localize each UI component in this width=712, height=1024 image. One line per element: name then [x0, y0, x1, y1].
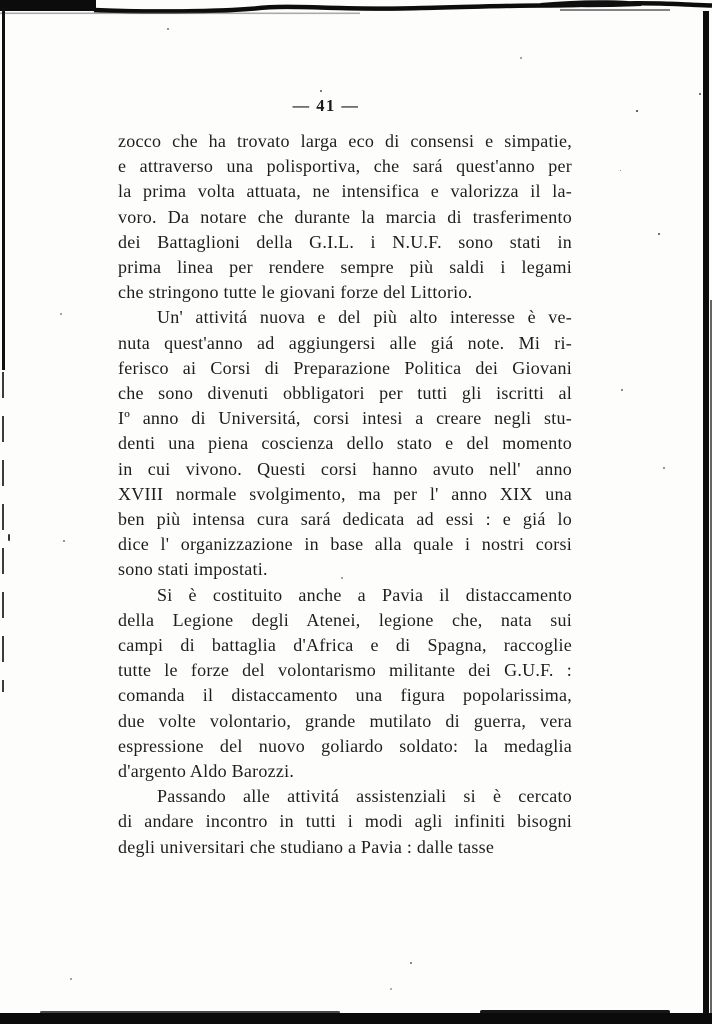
text-line: Si è costituito anche a Pavia il distaccamento [157, 584, 572, 605]
paragraph [118, 583, 572, 785]
text-line: ferisco ai Corsi di Preparazione Politica dei Giovani [118, 357, 572, 378]
text-line: dice l' organizzazione in base alla quale i nostri corsi [118, 534, 572, 555]
text-line: Un' attivitá nuova e del più alto interesse è ve- [157, 307, 572, 328]
text-line: tutte le forze del volontarismo militante dei G.U.F. : [118, 660, 572, 681]
text-line: denti una piena coscienza dello stato e del momento [118, 433, 572, 454]
scan-edge-left [2, 8, 5, 370]
text-line: zocco che ha trovato larga eco di consensi e simpatie, [118, 131, 572, 151]
text-line: di andare incontro in tutti i modi agli infiniti bisogni [118, 811, 572, 832]
text-line: in cui vivono. Questi corsi hanno avuto nell' anno [118, 458, 572, 479]
text-line: della Legione degli Atenei, legione che, nata sui [118, 609, 572, 630]
paragraph [118, 129, 572, 305]
text-line: la prima volta attuata, ne intensifica e valorizza il la- [118, 181, 572, 202]
text-line: prima linea per rendere sempre più saldi i legami [118, 257, 572, 278]
text-line: degli universitari che studiano a Pavia : dalle tasse [118, 836, 495, 857]
scan-edge-right [703, 11, 709, 1024]
text-line: Iº anno di Universitá, corsi intesi a creare negli stu- [118, 408, 572, 429]
text-line: espressione del nuovo goliardo soldato: la medaglia [118, 735, 572, 756]
text-line: sono stati impostati. [118, 559, 268, 580]
text-line: XVIII normale svolgimento, ma per l' anno XIX una [118, 483, 572, 504]
text-line: d'argento Aldo Barozzi. [118, 761, 295, 782]
text-line: e attraverso una polisportiva, che sará quest'anno per [118, 156, 572, 177]
scan-edge-left-dashes [2, 372, 4, 692]
text-line: Passando alle attivitá assistenziali si è cercato [157, 786, 572, 807]
text-line: campi di battaglia d'Africa e di Spagna, raccoglie [118, 635, 572, 656]
scan-edge-top [0, 0, 712, 22]
text-line: due volte volontario, grande mutilato di guerra, vera [118, 710, 572, 731]
text-line: che sono divenuti obbligatori per tutti gli iscritti al [118, 383, 572, 404]
text-line: ben più intensa cura sará dedicata ad essi : e giá lo [118, 509, 572, 530]
text-line: comanda il distaccamento una figura popolarissima, [118, 685, 572, 706]
page-number: — 41 — [292, 96, 360, 115]
paragraph [118, 305, 572, 582]
text-line: nuta quest'anno ad aggiungersi alle giá note. Mi ri- [118, 332, 572, 353]
text-line: che stringono tutte le giovani forze del Littorio. [118, 282, 473, 303]
text-line: voro. Da notare che durante la marcia di trasferimento [118, 206, 572, 227]
scan-edge-bottom [0, 1013, 712, 1024]
text-block [118, 129, 572, 860]
paragraph [118, 784, 572, 860]
text-line: dei Battaglioni della G.I.L. i N.U.F. sono stati in [118, 231, 572, 252]
